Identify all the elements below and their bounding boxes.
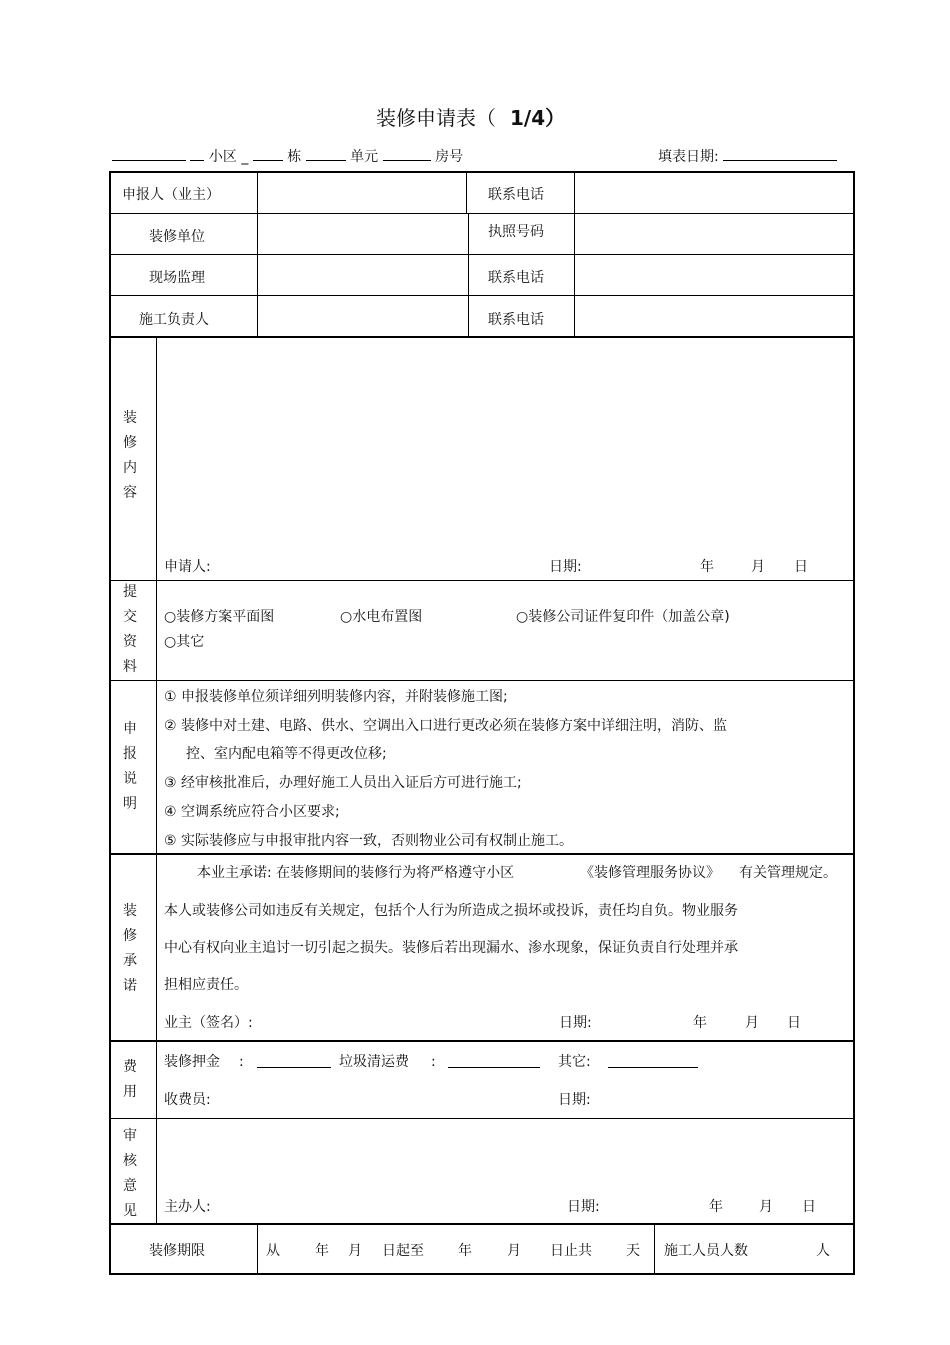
owner-signature-label: 业主（签名）: xyxy=(164,1015,253,1031)
phone-field-1[interactable] xyxy=(576,174,852,212)
option-other[interactable]: ○其它 xyxy=(164,634,205,650)
phone-label-2: 联系电话 xyxy=(488,270,544,286)
content-applicant-label: 申请人: xyxy=(164,559,211,575)
promise-line-1b: 《装修管理服务协议》 xyxy=(580,865,720,881)
promise-year: 年 xyxy=(693,1015,707,1031)
deposit-field[interactable] xyxy=(257,1053,331,1073)
col-divider xyxy=(654,1224,655,1274)
promise-line-2: 本人或装修公司如违反有关规定，包括个人行为所造成之损坏或投诉，责任均自负。物业服务 xyxy=(164,903,738,919)
period-year-2: 年 xyxy=(458,1243,472,1259)
review-date-label: 日期: xyxy=(567,1199,600,1215)
row-divider xyxy=(110,213,854,214)
section-divider xyxy=(110,1040,854,1042)
notes-label: 申 报 说 明 xyxy=(123,721,137,812)
period-month-2: 月 xyxy=(507,1243,521,1259)
option-plumbing-electric[interactable]: ○水电布置图 xyxy=(340,609,423,625)
dong-blank[interactable] xyxy=(253,146,283,161)
xiaoqu-blank-2 xyxy=(190,146,204,161)
period-day-end: 日止共 xyxy=(550,1243,592,1259)
promise-line-1a: 本业主承诺: 在装修期间的装修行为将严格遵守小区 xyxy=(197,865,515,881)
row-divider xyxy=(110,336,854,338)
section-divider xyxy=(110,580,854,581)
option-floorplan[interactable]: ○装修方案平面图 xyxy=(164,609,275,625)
fill-date-blank[interactable] xyxy=(723,146,837,161)
separator: _ xyxy=(241,149,249,165)
period-days: 天 xyxy=(626,1243,640,1259)
table-border-bottom xyxy=(109,1273,855,1275)
section-divider xyxy=(110,1118,854,1119)
deposit-label: 装修押金 xyxy=(164,1054,220,1070)
xiaoqu-label: 小区 xyxy=(208,149,237,165)
xiaoqu-blank[interactable] xyxy=(112,146,186,161)
other-fee-label: 其它: xyxy=(558,1054,591,1070)
note-3: ③ 经审核批准后，办理好施工人员出入证后方可进行施工; xyxy=(164,775,522,791)
materials-label: 提 交 资 料 xyxy=(123,584,137,675)
handler-label: 主办人: xyxy=(164,1199,211,1215)
col-divider xyxy=(468,213,469,337)
section-divider xyxy=(110,853,854,855)
content-label: 装 修 内 容 xyxy=(123,410,137,501)
phone-field-3[interactable] xyxy=(576,297,852,335)
supervisor-field[interactable] xyxy=(259,256,467,294)
supervisor-label: 现场监理 xyxy=(149,270,205,286)
promise-line-1c: 有关管理规定。 xyxy=(739,865,837,881)
company-label: 装修单位 xyxy=(149,229,205,245)
content-day: 日 xyxy=(794,559,808,575)
note-2: ② 装修中对土建、电路、供水、空调出入口进行更改必须在装修方案中详细注明，消防、监 xyxy=(164,718,727,734)
content-month: 月 xyxy=(751,559,765,575)
promise-line-3: 中心有权向业主追讨一切引起之损失。装修后若出现漏水、渗水现象，保证负责自行处理并承 xyxy=(164,940,738,956)
section-divider xyxy=(110,680,854,681)
dong-label: 栋 xyxy=(287,149,302,165)
col-divider xyxy=(257,172,258,337)
applicant-field[interactable] xyxy=(259,174,465,212)
section-divider xyxy=(110,1223,854,1225)
promise-date-label: 日期: xyxy=(559,1015,592,1031)
row-divider xyxy=(110,254,854,255)
phone-label-3: 联系电话 xyxy=(488,312,544,328)
danyuan-label: 单元 xyxy=(350,149,379,165)
content-date-label: 日期: xyxy=(549,559,582,575)
fill-date xyxy=(658,146,837,166)
promise-month: 月 xyxy=(745,1015,759,1031)
license-field[interactable] xyxy=(576,215,852,253)
garbage-field[interactable] xyxy=(448,1053,540,1073)
period-month-1: 月 xyxy=(348,1243,362,1259)
workers-label: 施工人员人数 xyxy=(664,1243,748,1259)
fill-date-label: 填表日期: xyxy=(658,149,719,165)
content-field[interactable] xyxy=(160,341,850,551)
note-1: ① 申报装修单位须详细列明装修内容，并附装修施工图; xyxy=(164,689,508,705)
deposit-colon: : xyxy=(239,1054,244,1070)
leader-label: 施工负责人 xyxy=(139,312,209,328)
period-label: 装修期限 xyxy=(149,1243,205,1259)
garbage-colon: : xyxy=(431,1054,436,1070)
option-company-license[interactable]: ○装修公司证件复印件（加盖公章) xyxy=(516,609,730,625)
col-divider xyxy=(257,1224,258,1274)
leader-field[interactable] xyxy=(259,297,467,335)
period-day-start: 日起至 xyxy=(382,1243,424,1259)
garbage-label: 垃圾清运费 xyxy=(339,1054,409,1070)
fees-date-label: 日期: xyxy=(558,1092,591,1108)
phone-field-2[interactable] xyxy=(576,256,852,294)
promise-line-4: 担相应责任。 xyxy=(164,977,248,993)
fees-label: 费 用 xyxy=(123,1059,137,1100)
collector-label: 收费员: xyxy=(164,1092,211,1108)
promise-day: 日 xyxy=(787,1015,801,1031)
applicant-label: 申报人（业主） xyxy=(122,187,220,203)
table-border-top xyxy=(109,171,855,173)
note-5: ⑤ 实际装修应与申报审批内容一致，否则物业公司有权制止施工。 xyxy=(164,833,573,849)
address-line xyxy=(112,146,463,166)
content-year: 年 xyxy=(700,559,714,575)
phone-label-1: 联系电话 xyxy=(488,187,544,203)
period-year-1: 年 xyxy=(315,1243,329,1259)
review-year: 年 xyxy=(709,1199,723,1215)
fanghao-label: 房号 xyxy=(435,149,464,165)
label-col-divider xyxy=(156,337,157,1224)
page-title: 装修申请表（ 1/4） xyxy=(376,106,566,130)
fanghao-blank[interactable] xyxy=(383,146,431,161)
workers-unit: 人 xyxy=(816,1243,830,1259)
review-month: 月 xyxy=(759,1199,773,1215)
col-divider xyxy=(466,172,467,214)
other-fee-field[interactable] xyxy=(608,1053,698,1073)
promise-label: 装 修 承 诺 xyxy=(123,903,137,994)
note-4: ④ 空调系统应符合小区要求; xyxy=(164,804,340,820)
owner-signature-field[interactable] xyxy=(270,1010,540,1034)
review-day: 日 xyxy=(802,1199,816,1215)
period-from: 从 xyxy=(266,1243,280,1259)
col-divider xyxy=(574,172,575,337)
review-label: 审 核 意 见 xyxy=(123,1128,137,1219)
danyuan-blank[interactable] xyxy=(306,146,346,161)
note-2-cont: 控、室内配电箱等不得更改位移; xyxy=(186,746,387,762)
review-field[interactable] xyxy=(160,1122,850,1194)
row-divider xyxy=(110,295,854,296)
company-field[interactable] xyxy=(259,215,467,253)
license-label: 执照号码 xyxy=(488,224,544,240)
